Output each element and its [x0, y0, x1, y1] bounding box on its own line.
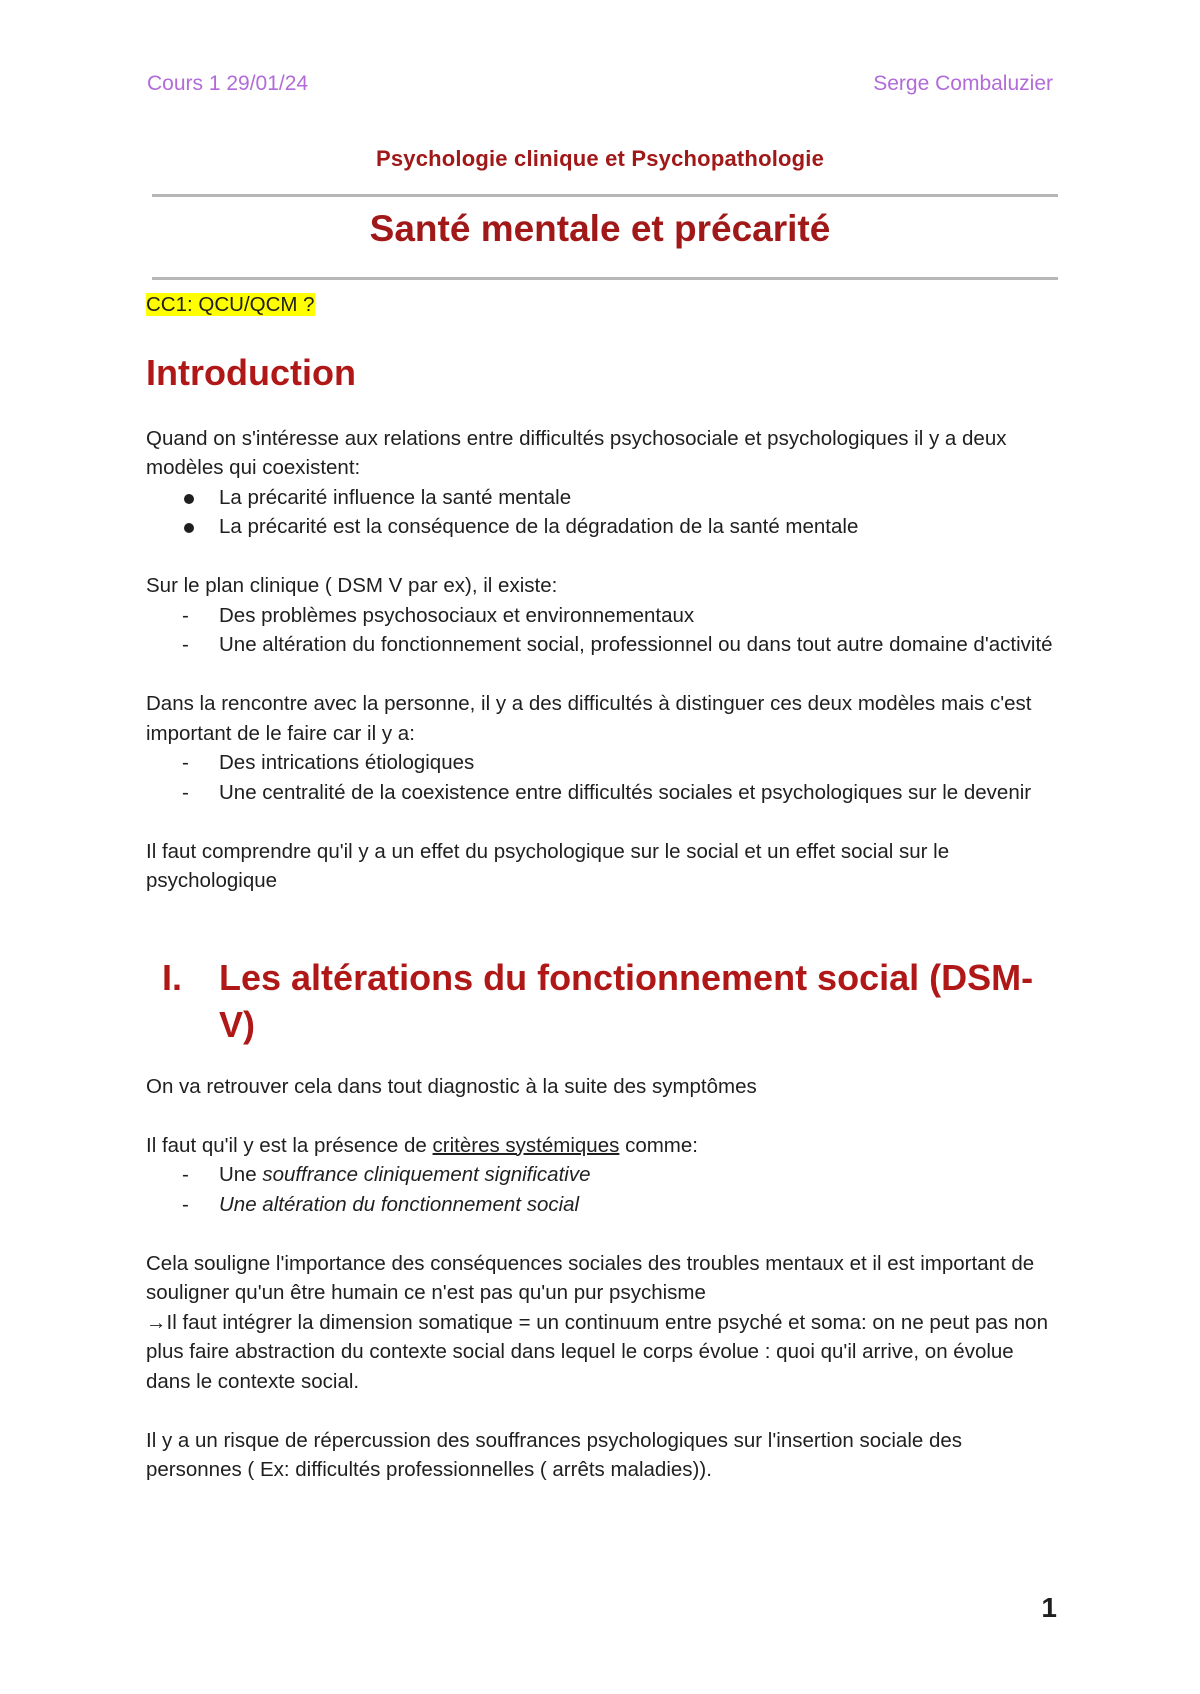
dash-item [146, 1190, 1061, 1220]
intro-paragraph-1: Quand on s'intéresse aux relations entre difficultés psychosociale et psychologiques il y a deux modèles qui coexistent: [146, 426, 1007, 479]
page-number: 1 [1041, 1592, 1057, 1623]
dash-marker: - [182, 1163, 189, 1186]
dash-text: Une centralité de la coexistence entre difficultés sociales et psychologiques sur le devenir [219, 780, 1032, 804]
intro-paragraph-4: Il faut comprendre qu'il y a un effet du psychologique sur le social et un effet social sur le psychologique [146, 839, 950, 892]
document-title: Santé mentale et précarité [369, 208, 831, 249]
dash-marker: - [182, 603, 189, 627]
exam-note-highlight: CC1: QCU/QCM ? [146, 293, 315, 316]
section-1-paragraph-4: →Il faut intégrer la dimension somatique = un continuum entre psyché et soma: on ne peut pas non plus faire abstraction du contexte social dans lequel le corps évolue : quoi qu'il arrive, on évolue dans le contexte social. [146, 1310, 1048, 1393]
dash-item [146, 630, 1061, 660]
dash-item [146, 1160, 1061, 1190]
dash-marker: - [182, 633, 189, 656]
section-1-paragraph-3: Cela souligne l'importance des conséquences sociales des troubles mentaux et il est important de souligner qu'un être humain ce n'est pas qu'un pur psychisme [146, 1251, 1035, 1304]
header-course-date: Cours 1 29/01/24 [147, 72, 309, 95]
section-1-paragraph-2 [146, 1131, 1061, 1161]
section-1-number: I. [162, 956, 183, 998]
underlined-term: critères systémiques [432, 1133, 620, 1157]
bullet-dot [184, 523, 194, 533]
intro-heading: Introduction [146, 351, 356, 393]
document-body [146, 290, 1061, 1485]
bullet-item [146, 483, 1061, 513]
section-1-heading [146, 954, 1061, 1048]
document-subtitle: Psychologie clinique et Psychopathologie [375, 146, 825, 171]
text-run: Une [219, 1163, 263, 1186]
title-rule-top [152, 194, 1058, 197]
dash-text [219, 1163, 590, 1186]
text-run: Il faut qu'il y est la présence de [146, 1133, 433, 1157]
section-1-paragraph-1: On va retrouver cela dans tout diagnostic à la suite des symptômes [146, 1074, 757, 1098]
bullet-text: La précarité influence la santé mentale [219, 485, 572, 509]
dash-text: Une altération du fonctionnement social, professionnel ou dans tout autre domaine d'activité [219, 633, 1053, 656]
section-1-title: Les altérations du fonctionnement social (DSM-V) [219, 956, 1034, 1045]
header-author: Serge Combaluzier [873, 72, 1053, 95]
title-rule-bottom [152, 277, 1058, 280]
exam-note [146, 290, 1061, 320]
dash-item [146, 778, 1061, 808]
dash-marker: - [182, 1192, 189, 1216]
italic-text: souffrance cliniquement significative [262, 1163, 591, 1186]
dash-text: Des intrications étiologiques [219, 751, 475, 774]
dash-text: Des problèmes psychosociaux et environnementaux [219, 603, 695, 627]
text-run: comme: [619, 1133, 698, 1157]
italic-text: Une altération du fonctionnement social [219, 1192, 580, 1216]
intro-paragraph-3: Dans la rencontre avec la personne, il y a des difficultés à distinguer ces deux modèles mais c'est important de le faire car il y a: [146, 692, 1032, 745]
bullet-text: La précarité est la conséquence de la dégradation de la santé mentale [219, 515, 859, 538]
bullet-dot [184, 494, 194, 504]
bullet-item [146, 512, 1061, 542]
dash-item [146, 748, 1061, 778]
section-1-paragraph-5: Il y a un risque de répercussion des souffrances psychologiques sur l'insertion sociale des personnes ( Ex: difficultés professionnelles ( arrêts maladies)). [146, 1428, 963, 1481]
dash-item [146, 601, 1061, 631]
intro-paragraph-2: Sur le plan clinique ( DSM V par ex), il existe: [146, 574, 558, 597]
dash-marker: - [182, 751, 189, 774]
dash-marker: - [182, 780, 189, 804]
